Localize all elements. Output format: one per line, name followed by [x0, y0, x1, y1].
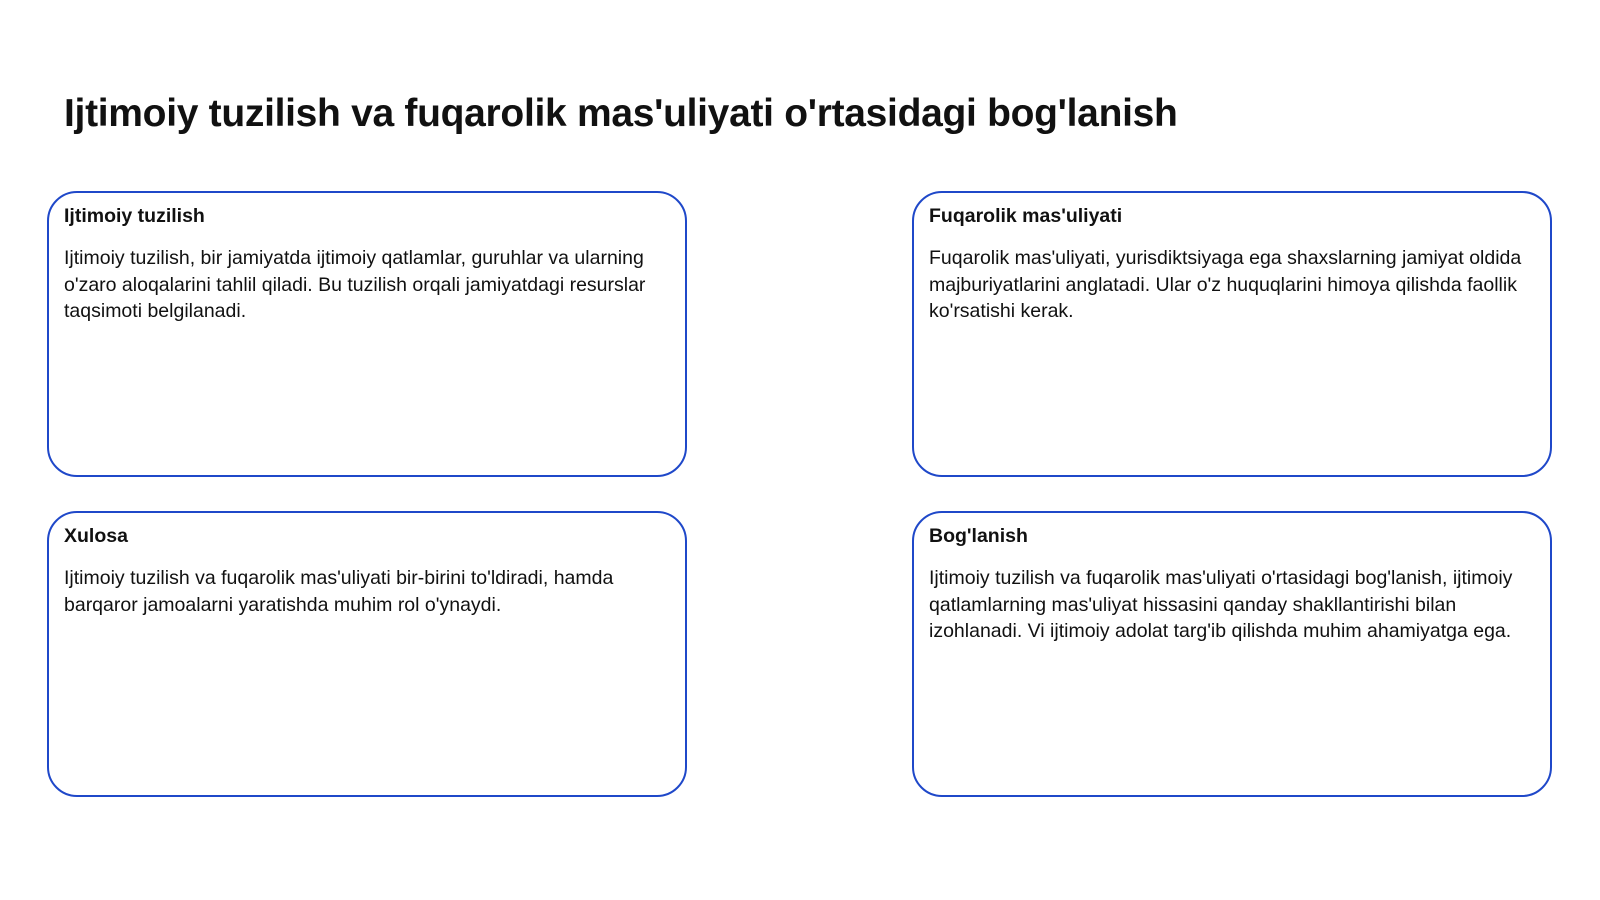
- card-heading: Ijtimoiy tuzilish: [64, 205, 205, 227]
- card-heading: Bog'lanish: [929, 525, 1028, 547]
- card-body: Ijtimoiy tuzilish, bir jamiyatda ijtimoiy qatlamlar, guruhlar va ularning o'zaro aloqalarini tahlil qiladi. Bu tuzilish orqali jamiyatdagi resurslar taqsimoti belgilanadi.: [64, 247, 646, 322]
- card-heading: Xulosa: [64, 525, 128, 547]
- card-heading: Fuqarolik mas'uliyati: [929, 205, 1123, 227]
- card-boglanish: [912, 511, 1552, 797]
- card-body: Ijtimoiy tuzilish va fuqarolik mas'uliyati o'rtasidagi bog'lanish, ijtimoiy qatlamlarning mas'uliyat hissasini qanday shakllantirishi bilan izohlanadi. Vi ijtimoiy adolat targ'ib qilishda muhim ahamiyatga ega.: [929, 567, 1513, 642]
- card-xulosa: [47, 511, 687, 797]
- card-body: Fuqarolik mas'uliyati, yurisdiktsiyaga ega shaxslarning jamiyat oldida majburiyatlarini anglatadi. Ular o'z huquqlarini himoya qilishda faollik ko'rsatishi kerak.: [929, 247, 1522, 322]
- card-ijtimoiy-tuzilish: [47, 191, 687, 477]
- slide-title: Ijtimoiy tuzilish va fuqarolik mas'uliyati o'rtasidagi bog'lanish: [64, 92, 1178, 135]
- card-body: Ijtimoiy tuzilish va fuqarolik mas'uliyati bir-birini to'ldiradi, hamda barqaror jamoalarni yaratishda muhim rol o'ynaydi.: [64, 567, 614, 616]
- card-fuqarolik-masuliyati: [912, 191, 1552, 477]
